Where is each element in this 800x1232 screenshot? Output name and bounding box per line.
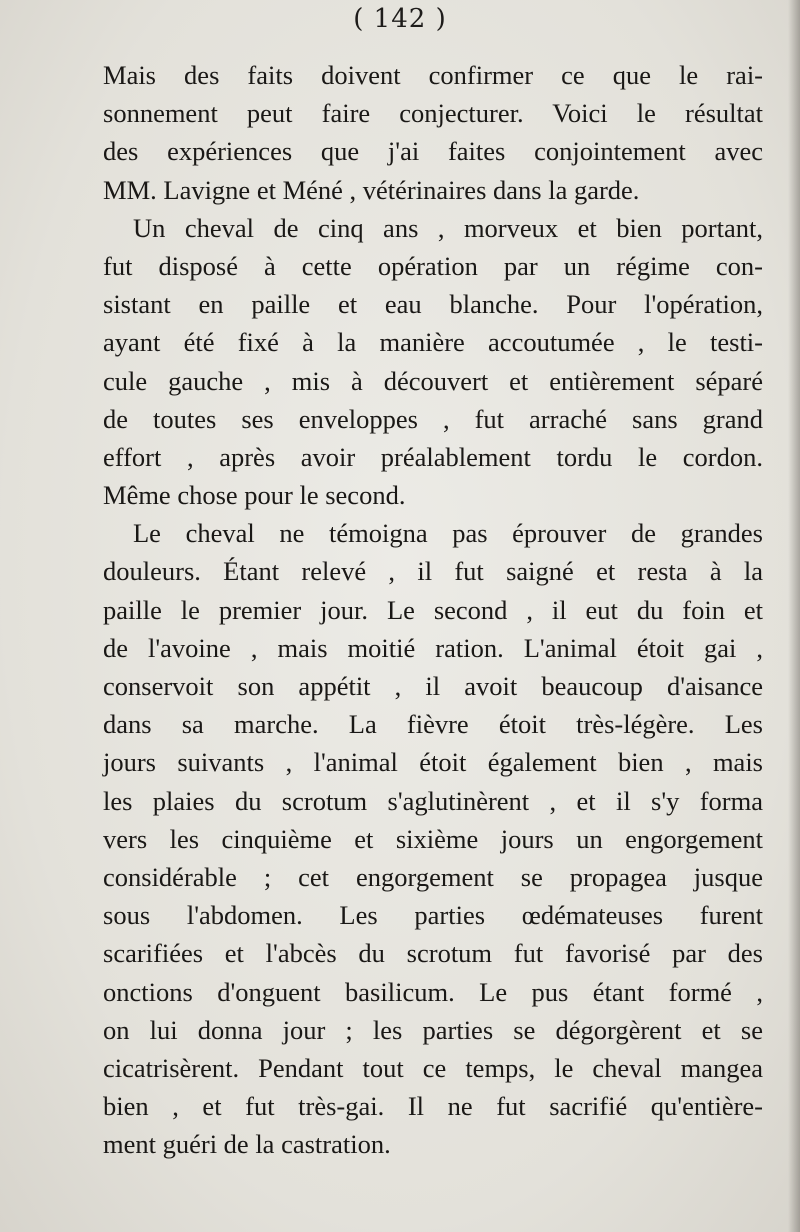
text-line: sous l'abdomen. Les parties œdémateuses furent [103,900,763,931]
text-line: on lui donna jour ; les parties se dégorgèrent et se [103,1014,763,1045]
text-line: de l'avoine , mais moitié ration. L'animal étoit gai , [103,632,763,663]
text-line: des expériences que j'ai faites conjointement avec [103,136,763,167]
text-line: cule gauche , mis à découvert et entièrement séparé [103,365,763,396]
text-line: sistant en paille et eau blanche. Pour l'opération, [103,289,763,320]
text-line: sonnement peut faire conjecturer. Voici le résultat [103,98,763,129]
text-line: douleurs. Étant relevé , il fut saigné et resta à la [103,556,763,587]
text-line: dans sa marche. La fièvre étoit très-légère. Les [103,709,763,740]
text-line: Mais des faits doivent confirmer ce que le rai- [103,60,763,90]
page-number: ( 142 ) [353,4,447,34]
text-line: Le cheval ne témoigna pas éprouver de grandes [133,518,763,549]
text-line: paille le premier jour. Le second , il eut du foin et [103,594,763,625]
page-edge-shadow [788,0,800,1232]
text-line: vers les cinquième et sixième jours un engorgement [103,823,763,854]
body-text [103,56,763,1163]
text-line: conservoit son appétit , il avoit beaucoup d'aisance [103,671,763,701]
text-line: onctions d'onguent basilicum. Le pus étant formé , [103,976,763,1007]
text-line: Même chose pour le second. [103,480,406,511]
text-line: considérable ; cet engorgement se propagea jusque [103,861,763,892]
text-line: scarifiées et l'abcès du scrotum fut favorisé par des [103,938,763,969]
text-line: les plaies du scrotum s'aglutinèrent , et il s'y forma [103,785,763,816]
text-line: MM. Lavigne et Méné , vétérinaires dans la garde. [103,174,640,205]
text-line: ment guéri de la castration. [103,1129,391,1160]
text-line: effort , après avoir préalablement tordu le cordon. [103,441,763,472]
text-line: cicatrisèrent. Pendant tout ce temps, le cheval mangea [103,1052,763,1083]
text-line: de toutes ses enveloppes , fut arraché sans grand [103,403,763,434]
text-line: jours suivants , l'animal étoit également bien , mais [103,747,763,778]
text-line: bien , et fut très-gai. Il ne fut sacrifié qu'entière- [103,1091,763,1122]
text-line: fut disposé à cette opération par un régime con- [103,250,763,281]
text-line: ayant été fixé à la manière accoutumée , le testi- [103,327,763,358]
text-line: Un cheval de cinq ans , morveux et bien portant, [133,212,763,243]
